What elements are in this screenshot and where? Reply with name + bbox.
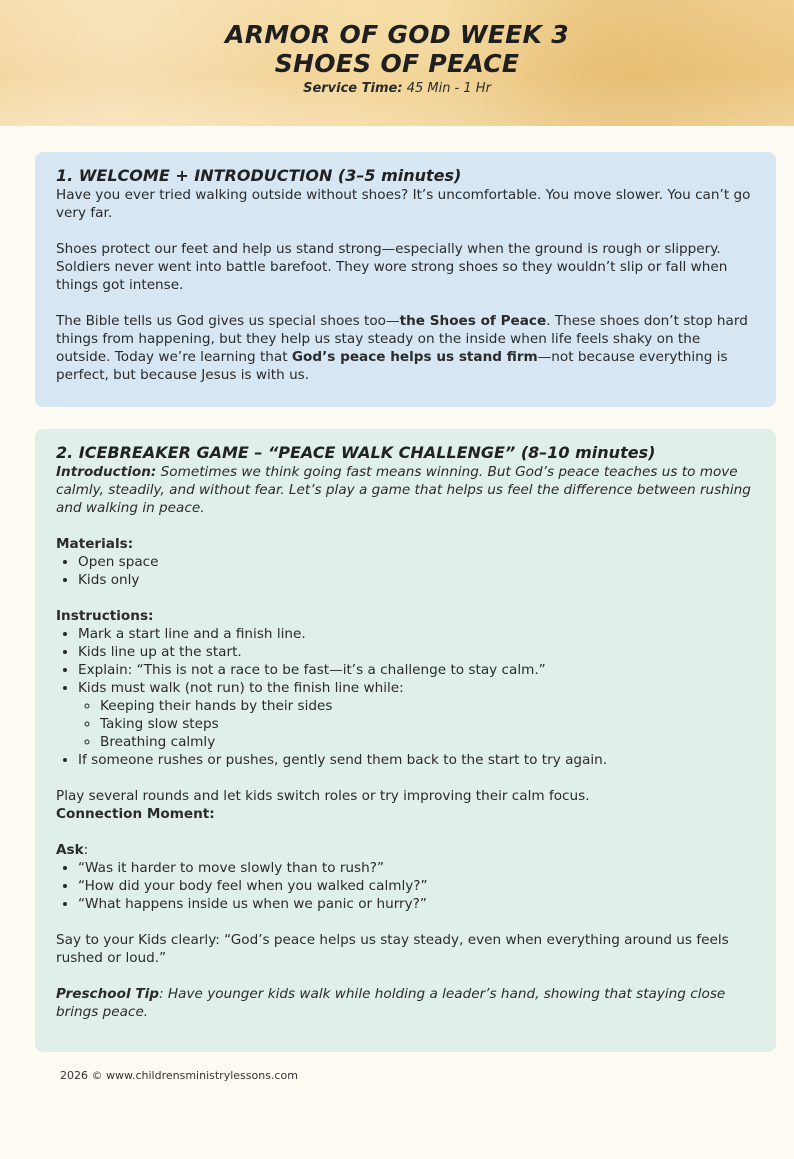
list-item: • Kids line up at the start. <box>78 643 754 661</box>
intro-label: Introduction: <box>56 464 157 480</box>
tip-label: Preschool Tip <box>56 986 160 1002</box>
connection-label: Connection Moment: <box>56 806 215 822</box>
ask-colon: : <box>83 842 89 858</box>
instructions-label: Instructions: <box>56 608 154 624</box>
title-line-1: ARMOR OF GOD WEEK 3 <box>225 20 569 49</box>
intro-text: Sometimes we think going fast means winning. But God’s peace teaches us to move calmly, steadily, and without fear. Let’s play a game that helps us feel the difference between rushing and walking in peace. <box>56 464 751 516</box>
list-item: • Explain: “This is not a race to be fast—it’s a challenge to stay calm.” <box>78 661 754 679</box>
list-item: ◦ Breathing calmly <box>100 733 754 751</box>
materials-list <box>56 553 754 589</box>
p3-bold-shoes: the Shoes of Peace <box>399 313 547 329</box>
list-item: • Kids only <box>78 571 754 589</box>
ask-line <box>56 841 754 859</box>
service-time-value: 45 Min - 1 Hr <box>406 81 491 96</box>
welcome-heading: 1. WELCOME + INTRODUCTION (3–5 minutes) <box>56 166 462 185</box>
icebreaker-section <box>35 429 776 1052</box>
list-item: • If someone rushes or pushes, gently send them back to the start to try again. <box>78 751 754 769</box>
footer-copyright: 2026 © www.childrensministrylessons.com <box>60 1069 298 1082</box>
service-time <box>0 81 794 96</box>
title-line-2: SHOES OF PEACE <box>274 49 520 78</box>
list-item: • “How did your body feel when you walked calmly?” <box>78 877 754 895</box>
tip-text: : Have younger kids walk while holding a leader’s hand, showing that staying close brings peace. <box>56 986 726 1020</box>
list-item: • “Was it harder to move slowly than to rush?” <box>78 859 754 877</box>
sub-instructions-list <box>78 697 754 751</box>
p3-text-e: —not because everything is perfect, but because Jesus is with us. <box>56 349 728 383</box>
welcome-paragraph-1: Have you ever tried walking outside without shoes? It’s uncomfortable. You move slower. You can’t go very far. <box>56 187 751 221</box>
say-text: Say to your Kids clearly: “God’s peace helps us stay steady, even when everything around us feels rushed or loud.” <box>56 932 729 966</box>
preschool-tip <box>56 985 754 1021</box>
p3-bold-peace: God’s peace helps us stand firm <box>291 349 538 365</box>
questions-list <box>56 859 754 913</box>
list-item-text: Kids must walk (not run) to the finish line while: <box>78 680 404 696</box>
list-item: ◦ Keeping their hands by their sides <box>100 697 754 715</box>
welcome-paragraph-3 <box>56 312 754 384</box>
list-item: • “What happens inside us when we panic or hurry?” <box>78 895 754 913</box>
play-text: Play several rounds and let kids switch roles or try improving their calm focus. <box>56 788 590 804</box>
page-title <box>0 0 794 78</box>
header-banner <box>0 0 794 126</box>
welcome-section <box>35 152 776 407</box>
ask-label: Ask <box>56 842 84 858</box>
list-item: • Open space <box>78 553 754 571</box>
list-item: • Mark a start line and a finish line. <box>78 625 754 643</box>
instructions-list <box>56 625 754 769</box>
materials-label: Materials: <box>56 536 134 552</box>
icebreaker-intro <box>56 463 754 517</box>
list-item <box>78 679 754 751</box>
welcome-paragraph-2: Shoes protect our feet and help us stand strong—especially when the ground is rough or slippery. Soldiers never went into battle barefoot. They wore strong shoes so they wouldn’t slip or fall when things got intense. <box>56 241 728 293</box>
icebreaker-heading: 2. ICEBREAKER GAME – “PEACE WALK CHALLENGE” (8–10 minutes) <box>56 443 656 462</box>
service-time-label: Service Time: <box>303 81 403 96</box>
p3-text-a: The Bible tells us God gives us special shoes too— <box>56 313 400 329</box>
p3-text-c: . These shoes don’t stop hard things from happening, but they help us stay steady on the inside when life feels shaky on the outside. Today we’re learning that <box>56 313 748 365</box>
list-item: ◦ Taking slow steps <box>100 715 754 733</box>
